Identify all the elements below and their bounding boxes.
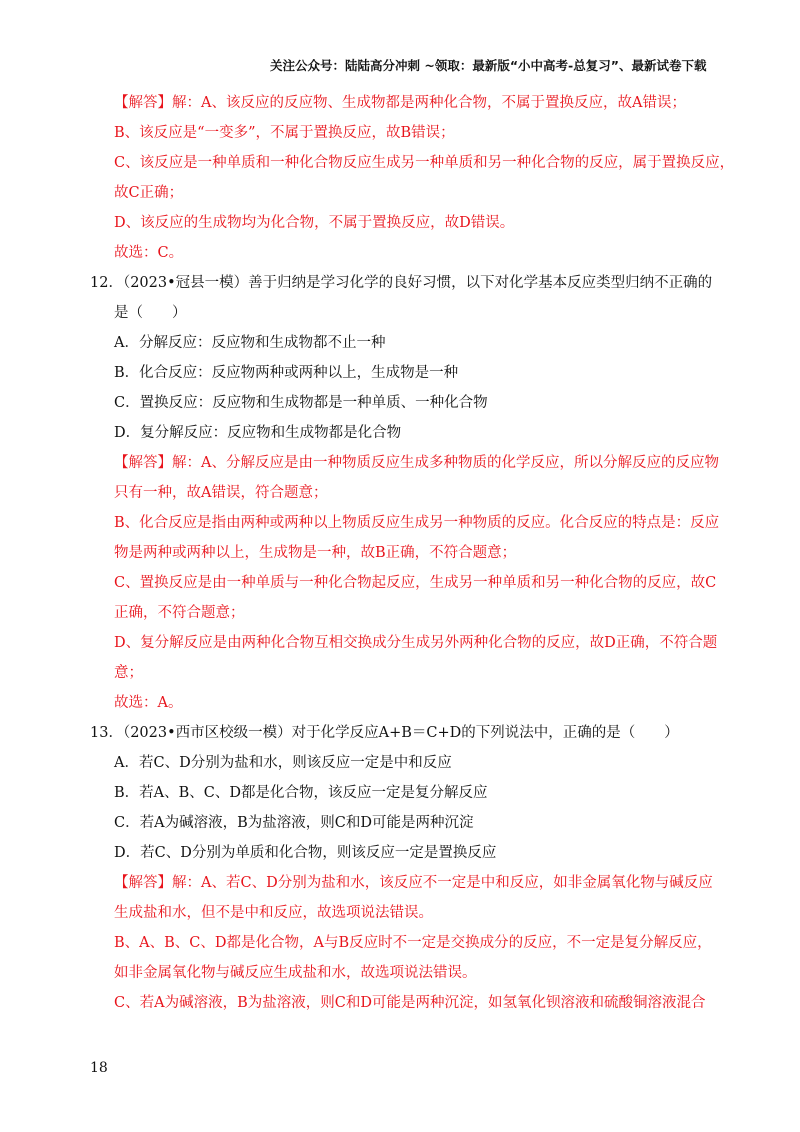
question-12-option-a: A．分解反应：反应物和生成物都不止一种 [114,335,386,351]
answer-line: 故选：A。 [114,695,183,711]
page-header: 关注公众号：陆陆高分冲刺 ~领取：最新版“小中高考-总复习”、最新试卷下载 [270,58,707,73]
question-12-stem: 12．（2023•冠县一模）善于归纳是学习化学的良好习惯，以下对化学基本反应类型归纳不正确的 [90,275,713,291]
answer-line: 意； [114,665,143,681]
answer-line: B、该反应是“一变多”，不属于置换反应，故B错误； [114,125,455,141]
question-13-option-b: B．若A、B、C、D都是化合物，该反应一定是复分解反应 [114,785,488,801]
answer-line: 【解答】解：A、该反应的反应物、生成物都是两种化合物，不属于置换反应，故A错误； [114,95,686,111]
answer-line: 【解答】解：A、若C、D分别为盐和水，该反应不一定是中和反应，如非金属氧化物与碱反应 [114,875,713,891]
question-12-option-c: C．置换反应：反应物和生成物都是一种单质、一种化合物 [114,395,488,411]
question-12-option-b: B．化合反应：反应物两种或两种以上，生成物是一种 [114,365,459,381]
answer-line: 只有一种，故A错误，符合题意； [114,485,328,501]
answer-line: 正确，不符合题意； [114,605,245,621]
answer-line: D、该反应的生成物均为化合物，不属于置换反应，故D错误。 [114,215,515,231]
question-13-stem: 13．（2023•西市区校级一模）对于化学反应A+B＝C+D的下列说法中，正确的是（ ） [90,725,679,741]
answer-line: 故C正确； [114,185,184,201]
question-13-option-d: D．若C、D分别为单质和化合物，则该反应一定是置换反应 [114,845,497,861]
document-body [90,88,735,1018]
answer-line: C、若A为碱溶液，B为盐溶液，则C和D可能是两种沉淀，如氢氧化钡溶液和硫酸铜溶液混合 [114,995,706,1011]
question-13-option-c: C．若A为碱溶液，B为盐溶液，则C和D可能是两种沉淀 [114,815,474,831]
answer-line: B、A、B、C、D都是化合物，A与B反应时不一定是交换成分的反应，不一定是复分解反应， [114,935,712,951]
page-number: 18 [90,1060,108,1076]
answer-line: D、复分解反应是由两种化合物互相交换成分生成另外两种化合物的反应，故D正确，不符合题 [114,635,718,651]
answer-line: 生成盐和水，但不是中和反应，故选项说法错误。 [114,905,433,921]
answer-line: C、置换反应是由一种单质与一种化合物起反应，生成另一种单质和另一种化合物的反应，故C [114,575,717,591]
answer-line: 故选：C。 [114,245,184,261]
answer-line: 如非金属氧化物与碱反应生成盐和水，故选项说法错误。 [114,965,477,981]
question-12-stem-cont: 是（ ） [114,305,187,321]
question-12-option-d: D．复分解反应：反应物和生成物都是化合物 [114,425,402,441]
answer-line: 【解答】解：A、分解反应是由一种物质反应生成多种物质的化学反应，所以分解反应的反应物 [114,455,719,471]
question-13-option-a: A．若C、D分别为盐和水，则该反应一定是中和反应 [114,755,452,771]
answer-line: C、该反应是一种单质和一种化合物反应生成另一种单质和另一种化合物的反应，属于置换反应， [114,155,735,171]
answer-line: 物是两种或两种以上，生成物是一种，故B正确，不符合题意； [114,545,517,561]
answer-line: B、化合反应是指由两种或两种以上物质反应生成另一种物质的反应。化合反应的特点是：反应 [114,515,720,531]
